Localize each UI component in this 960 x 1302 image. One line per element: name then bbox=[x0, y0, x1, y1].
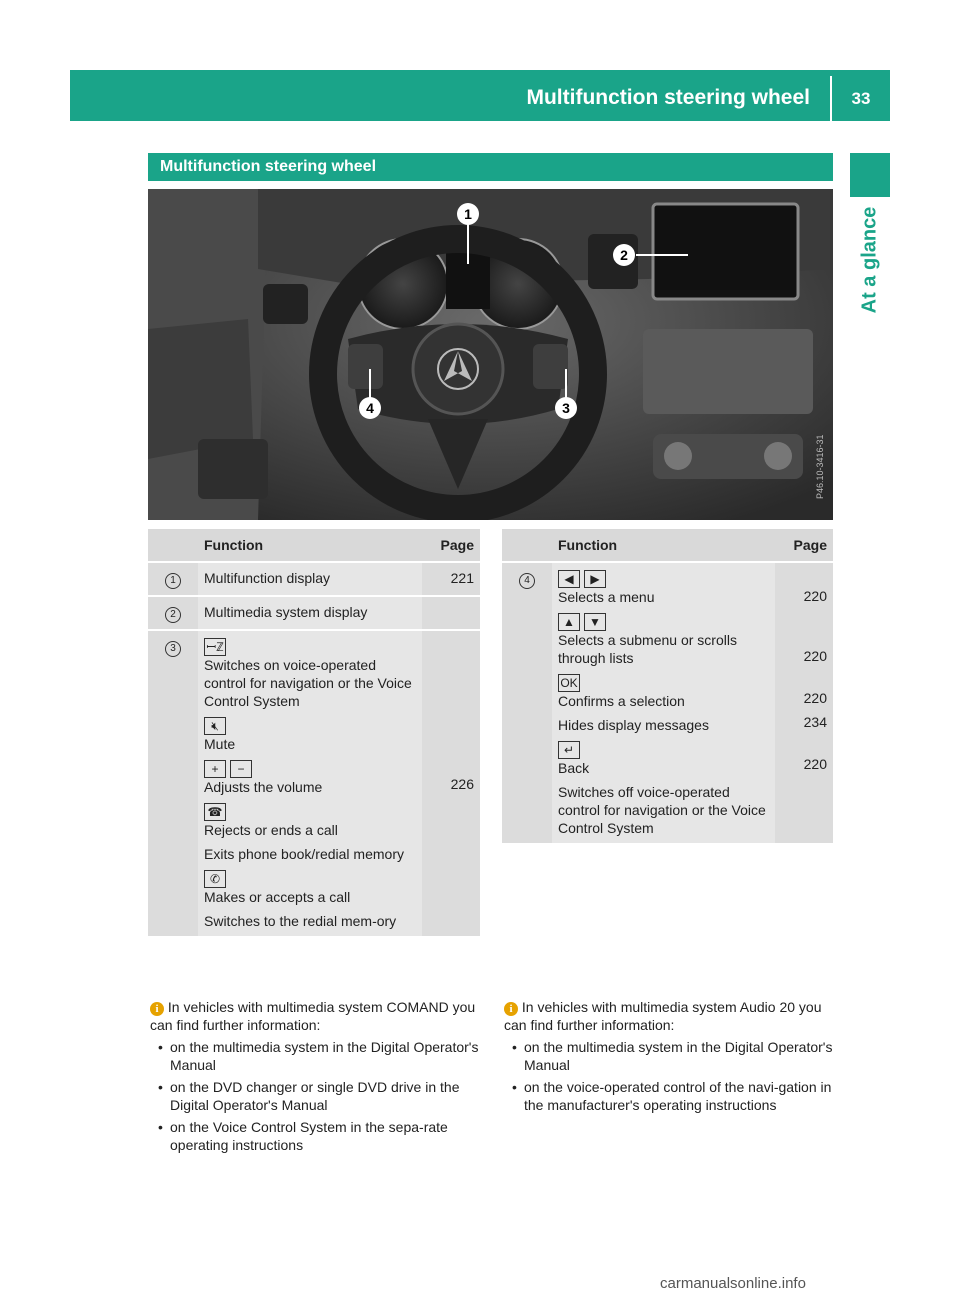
ok-icon: OK bbox=[558, 674, 580, 692]
function-text: Adjusts the volume bbox=[204, 779, 323, 795]
callout-badge: 4 bbox=[519, 573, 535, 589]
photo-code: P46.10-3416-31 bbox=[815, 434, 825, 499]
left-arrow-icon: ◀ bbox=[558, 570, 580, 588]
callout-badge: 3 bbox=[165, 641, 181, 657]
minus-icon: − bbox=[230, 760, 252, 778]
phone-icon: ✆ bbox=[204, 870, 226, 888]
up-arrow-icon: ▲ bbox=[558, 613, 580, 631]
list-item: • on the multimedia system in the Digital Operator's Manual bbox=[524, 1038, 836, 1074]
function-text: Hides display messages bbox=[558, 717, 709, 733]
hang-up-icon: ☎ bbox=[204, 803, 226, 821]
table-row bbox=[148, 562, 480, 596]
right-arrow-icon: ▶ bbox=[584, 570, 606, 588]
function-text: Confirms a selection bbox=[558, 693, 685, 709]
info-note-right bbox=[504, 998, 836, 1118]
function-table-left bbox=[148, 529, 480, 938]
function-text: Switches to the redial mem-ory bbox=[204, 913, 397, 929]
page-number: 33 bbox=[851, 89, 871, 108]
list-item: • on the DVD changer or single DVD drive in the Digital Operator's Manual bbox=[170, 1078, 482, 1114]
page-ref: 220 bbox=[803, 756, 827, 772]
table-row bbox=[148, 596, 480, 630]
function-text: Exits phone book/redial memory bbox=[204, 846, 404, 862]
watermark[interactable]: carmanualsonline.info bbox=[660, 1275, 806, 1292]
callout-2: 2 bbox=[620, 247, 628, 263]
list-item: • on the voice-operated control of the navi-gation in the manufacturer's operating instructions bbox=[524, 1078, 836, 1114]
down-arrow-icon: ▼ bbox=[584, 613, 606, 631]
col-page: Page bbox=[775, 529, 833, 562]
function-text: Multimedia system display bbox=[198, 596, 422, 630]
header-title: Multifunction steering wheel bbox=[526, 86, 810, 109]
page-ref bbox=[422, 596, 480, 630]
function-text: Back bbox=[558, 760, 590, 776]
page-ref: 220 bbox=[803, 588, 827, 604]
section-title: Multifunction steering wheel bbox=[148, 153, 833, 181]
function-text: Switches on voice-operated control for navigation or the Voice Control System bbox=[204, 657, 412, 709]
function-text: Switches off voice-operated control for navigation or the Voice Control System bbox=[558, 784, 766, 836]
function-text: Mute bbox=[204, 736, 236, 752]
function-text: Makes or accepts a call bbox=[204, 889, 351, 905]
info-note-left bbox=[150, 998, 482, 1158]
side-label: At a glance bbox=[858, 206, 881, 314]
plus-icon: + bbox=[204, 760, 226, 778]
function-text: Multifunction display bbox=[198, 562, 422, 596]
function-text: Selects a menu bbox=[558, 589, 655, 605]
callout-badge: 2 bbox=[165, 607, 181, 623]
table-row bbox=[502, 562, 833, 844]
mute-icon: 🔇︎ bbox=[204, 717, 226, 735]
list-item: • on the Voice Control System in the sepa-rate operating instructions bbox=[170, 1118, 482, 1154]
function-text: Selects a submenu or scrolls through lists bbox=[558, 632, 737, 666]
page-ref: 226 bbox=[422, 630, 480, 937]
function-table-right bbox=[502, 529, 833, 845]
back-icon: ↵ bbox=[558, 741, 580, 759]
table-row bbox=[148, 630, 480, 937]
page-ref: 234 bbox=[803, 714, 827, 730]
callout-badge: 1 bbox=[165, 573, 181, 589]
page-ref: 221 bbox=[422, 562, 480, 596]
voice-icon: ꟷℤ bbox=[204, 638, 226, 656]
list-item: • on the multimedia system in the Digital Operator's Manual bbox=[170, 1038, 482, 1074]
info-icon: i bbox=[504, 1002, 518, 1016]
side-tab bbox=[850, 153, 890, 197]
col-function: Function bbox=[552, 529, 775, 562]
note-intro: In vehicles with multimedia system COMAND you can find further information: bbox=[150, 999, 476, 1033]
col-function: Function bbox=[198, 529, 422, 562]
callout-4: 4 bbox=[366, 400, 374, 416]
callout-3: 3 bbox=[562, 400, 570, 416]
col-page: Page bbox=[422, 529, 480, 562]
page-ref: 220 bbox=[803, 648, 827, 664]
function-text: Rejects or ends a call bbox=[204, 822, 338, 838]
page-ref: 220 bbox=[803, 690, 827, 706]
note-intro: In vehicles with multimedia system Audio 20 you can find further information: bbox=[504, 999, 822, 1033]
cockpit-photo bbox=[148, 189, 833, 520]
info-icon: i bbox=[150, 1002, 164, 1016]
callout-1: 1 bbox=[464, 206, 472, 222]
